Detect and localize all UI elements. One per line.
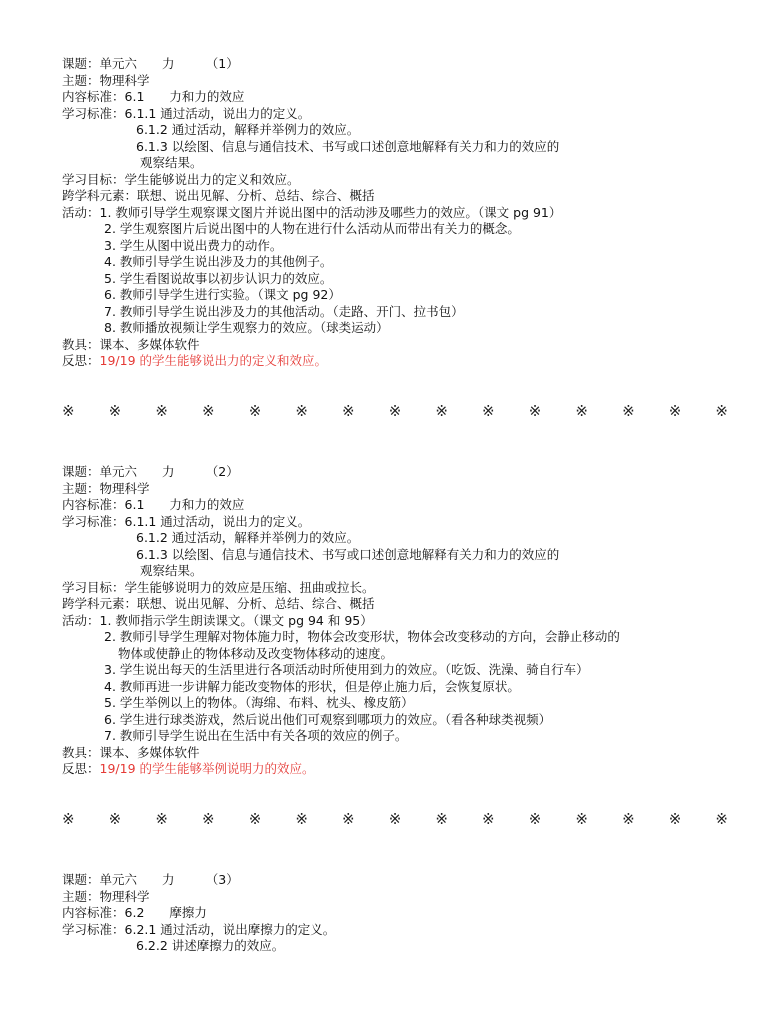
- standard-item: 6.2.2 讲述摩擦力的效应。: [136, 938, 285, 953]
- separator-mark: ※: [248, 810, 262, 828]
- title-label: 课题：: [62, 872, 100, 887]
- lesson-3: [62, 872, 752, 955]
- content-value: 6.1 力和力的效应: [124, 497, 245, 512]
- separator-row: [62, 402, 728, 420]
- separator-mark: ※: [622, 810, 635, 828]
- cross-curricular-label: 跨学科元素: [62, 596, 125, 611]
- theme-label: 主题：: [62, 888, 100, 904]
- separator-mark: ※: [715, 810, 728, 828]
- separator-mark: ※: [482, 402, 495, 420]
- title-label: 课题：: [62, 464, 100, 479]
- separator-mark: ※: [108, 810, 122, 828]
- activity-label: 活动：: [62, 612, 100, 628]
- separator-mark: ※: [482, 810, 495, 828]
- separator-mark: ※: [528, 402, 542, 420]
- activity-item: 2. 学生观察图片后说出图中的人物在进行什么活动从而带出有关力的概念。: [104, 221, 520, 236]
- separator-mark: ※: [202, 402, 215, 420]
- activity-continuation: 物体或使静止的物体移动及改变物体移动的速度。: [118, 645, 394, 661]
- separator-mark: ※: [435, 810, 448, 828]
- separator-mark: ※: [248, 402, 262, 420]
- teaching-aids-value: 课本、多媒体软件: [99, 744, 200, 760]
- standard-item: 6.1.3 以绘图、信息与通信技术、书写或口述创意地解释有关力和力的效应的: [136, 138, 560, 154]
- separator-mark: ※: [575, 810, 588, 828]
- separator-mark: ※: [715, 402, 728, 420]
- teaching-aids-label: 教具：: [62, 744, 100, 760]
- separator-row: [62, 810, 728, 828]
- cross-curricular-value: ：联想、说出见解、分析、总结、综合、概括: [124, 188, 375, 203]
- activities-list: [62, 205, 752, 337]
- reflection-label: 反思：: [62, 353, 100, 368]
- activity-item: 4. 教师再进一步讲解力能改变物体的形状，但是停止施力后，会恢复原状。: [104, 678, 520, 694]
- activity-item: 7. 教师引导学生说出涉及力的其他活动。（走路、开门、拉书包）: [104, 303, 464, 319]
- separator-mark: ※: [155, 402, 168, 420]
- content-value: 6.1 力和力的效应: [124, 89, 245, 104]
- activity-item: 4. 教师引导学生说出涉及力的其他例子。: [104, 254, 333, 269]
- cross-curricular-value: ：联想、说出见解、分析、总结、综合、概括: [124, 596, 375, 611]
- title-value: 单元六 力 （3）: [99, 872, 239, 887]
- separator-mark: ※: [295, 810, 308, 828]
- lesson-1: [62, 56, 752, 370]
- activity-item: 3. 学生从图中说出费力的动作。: [104, 237, 283, 253]
- separator-mark: ※: [668, 810, 682, 828]
- goal-value: 学生能够说明力的效应是压缩、扭曲或拉长。: [124, 579, 375, 595]
- separator-mark: ※: [388, 402, 402, 420]
- separator-mark: ※: [155, 810, 168, 828]
- content-value: 6.2 摩擦力: [124, 905, 207, 920]
- title-value: 单元六 力 （2）: [99, 464, 239, 479]
- standard-item: 6.2.1 通过活动，说出摩擦力的定义。: [124, 921, 336, 937]
- goal-value: 学生能够说出力的定义和效应。: [124, 171, 300, 187]
- content-label: 内容标准：: [62, 89, 125, 104]
- activity-item: 2. 教师引导学生理解对物体施力时，物体会改变形状，物体会改变移动的方向，会静止移动的: [104, 629, 620, 644]
- reflection-label: 反思：: [62, 761, 100, 776]
- standard-item: 6.1.3 以绘图、信息与通信技术、书写或口述创意地解释有关力和力的效应的: [136, 546, 560, 562]
- standard-continuation: 观察结果。: [140, 155, 203, 170]
- standard-item: 6.1.2 通过活动，解释并举例力的效应。: [136, 530, 360, 545]
- separator-mark: ※: [435, 402, 448, 420]
- separator-mark: ※: [622, 402, 635, 420]
- teaching-aids-value: 课本、多媒体软件: [99, 336, 200, 352]
- teaching-aids-label: 教具：: [62, 336, 100, 352]
- reflection-value: 19/19 的学生能够说出力的定义和效应。: [99, 353, 328, 368]
- separator-mark: ※: [528, 810, 542, 828]
- activity-item: 1. 教师引导学生观察课文图片并说出图中的活动涉及哪些力的效应。（课文 pg 91）: [99, 204, 562, 220]
- separator-mark: ※: [575, 402, 588, 420]
- lesson-2: [62, 464, 752, 778]
- learning-standard-label: 学习标准：: [62, 105, 125, 121]
- separator-mark: ※: [388, 810, 402, 828]
- title-label: 课题：: [62, 56, 100, 71]
- cross-curricular-label: 跨学科元素: [62, 188, 125, 203]
- activity-item: 3. 学生说出每天的生活里进行各项活动时所使用到力的效应。（吃饭、洗澡、骑自行车）: [104, 662, 589, 677]
- learning-standard-label: 学习标准：: [62, 513, 125, 529]
- standard-item: 6.1.1 通过活动，说出力的定义。: [124, 105, 311, 121]
- separator-mark: ※: [295, 402, 308, 420]
- content-label: 内容标准：: [62, 905, 125, 920]
- content-label: 内容标准：: [62, 497, 125, 512]
- standard-item: 6.1.1 通过活动，说出力的定义。: [124, 513, 311, 529]
- separator-mark: ※: [342, 402, 355, 420]
- theme-value: 物理科学: [99, 480, 150, 496]
- separator-mark: ※: [62, 402, 75, 420]
- standard-continuation: 观察结果。: [140, 563, 203, 578]
- activities-list: [62, 613, 752, 745]
- standard-item: 6.1.2 通过活动，解释并举例力的效应。: [136, 122, 360, 137]
- theme-label: 主题：: [62, 480, 100, 496]
- activity-item: 6. 学生进行球类游戏，然后说出他们可观察到哪项力的效应。（看各种球类视频）: [104, 711, 552, 727]
- learning-standard-label: 学习标准：: [62, 921, 125, 937]
- title-value: 单元六 力 （1）: [99, 56, 239, 71]
- activity-item: 6. 教师引导学生进行实验。（课文 pg 92）: [104, 287, 341, 302]
- activity-item: 1. 教师指示学生朗读课文。（课文 pg 94 和 95）: [99, 612, 373, 628]
- goal-label: 学习目标：: [62, 171, 125, 187]
- theme-value: 物理科学: [99, 888, 150, 904]
- reflection-value: 19/19 的学生能够举例说明力的效应。: [99, 761, 315, 776]
- goal-label: 学习目标：: [62, 579, 125, 595]
- activity-item: 8. 教师播放视频让学生观察力的效应。（球类运动）: [104, 320, 389, 335]
- separator-mark: ※: [108, 402, 122, 420]
- separator-mark: ※: [668, 402, 682, 420]
- activity-item: 5. 学生看图说故事以初步认识力的效应。: [104, 270, 333, 286]
- activity-item: 7. 教师引导学生说出在生活中有关各项的效应的例子。: [104, 728, 408, 743]
- separator-mark: ※: [202, 810, 215, 828]
- separator-mark: ※: [342, 810, 355, 828]
- theme-value: 物理科学: [99, 72, 150, 88]
- activity-item: 5. 学生举例以上的物体。（海绵、布料、枕头、橡皮筋）: [104, 695, 414, 710]
- theme-label: 主题：: [62, 72, 100, 88]
- activity-label: 活动：: [62, 204, 100, 220]
- separator-mark: ※: [62, 810, 75, 828]
